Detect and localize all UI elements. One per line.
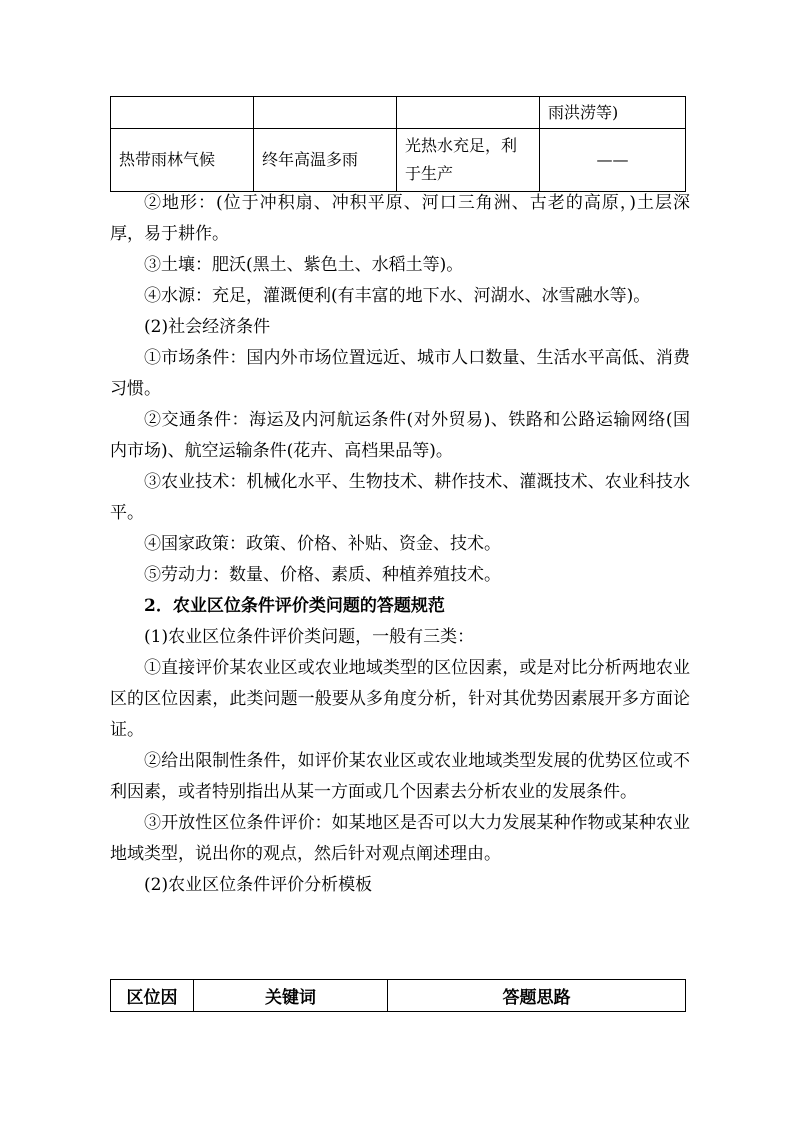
paragraph: ④国家政策：政策、价格、补贴、资金、技术。 bbox=[144, 534, 501, 554]
paragraph: ③开放性区位条件评价：如某地区是否可以大力发展某种作物或某种农业地域类型，说出你的观点，然后针对观点阐述理由。 bbox=[110, 813, 690, 864]
paragraph: ②交通条件：海运及内河航运条件(对外贸易)、铁路和公路运输网络(国内市场)、航空运输条件(花卉、高档果品等)。 bbox=[110, 410, 690, 461]
paragraph: (1)农业区位条件评价类问题，一般有三类： bbox=[144, 627, 475, 647]
header-region-factor: 区位因 bbox=[111, 980, 194, 1012]
region-table bbox=[110, 979, 686, 1012]
paragraph: ⑤劳动力：数量、价格、素质、种植养殖技术。 bbox=[144, 565, 501, 585]
climate-table bbox=[110, 96, 686, 192]
table-row bbox=[111, 129, 686, 192]
table-cell bbox=[254, 97, 397, 129]
climate-disadvantage-cell: —— bbox=[540, 129, 686, 192]
table-header-row bbox=[111, 980, 686, 1012]
climate-feature-cell: 终年高温多雨 bbox=[254, 129, 397, 192]
paragraph: (2)农业区位条件评价分析模板 bbox=[144, 875, 373, 895]
header-keywords: 关键词 bbox=[194, 980, 388, 1012]
header-answer-approach: 答题思路 bbox=[388, 980, 686, 1012]
body-text bbox=[110, 188, 690, 901]
paragraph: ①直接评价某农业区或农业地域类型的区位因素，或是对比分析两地农业区的区位因素，此类问题一般要从多角度分析，针对其优势因素展开多方面论证。 bbox=[110, 658, 690, 740]
table-row bbox=[111, 97, 686, 129]
paragraph: ②给出限制性条件，如评价某农业区或农业地域类型发展的优势区位或不利因素，或者特别指出从某一方面或几个因素去分析农业的发展条件。 bbox=[110, 751, 690, 802]
climate-advantage-cell: 光热水充足，利于生产 bbox=[397, 129, 540, 192]
paragraph: ③农业技术：机械化水平、生物技术、耕作技术、灌溉技术、农业科技水平。 bbox=[110, 472, 690, 523]
paragraph: (2)社会经济条件 bbox=[144, 317, 271, 337]
table-cell bbox=[397, 97, 540, 129]
climate-type-cell: 热带雨林气候 bbox=[111, 129, 254, 192]
table-cell bbox=[111, 97, 254, 129]
table-cell: 雨洪涝等) bbox=[540, 97, 686, 129]
paragraph: ④水源：充足，灌溉便利(有丰富的地下水、河湖水、冰雪融水等)。 bbox=[144, 286, 651, 306]
paragraph: 2．农业区位条件评价类问题的答题规范 bbox=[144, 596, 445, 616]
paragraph: ①市场条件：国内外市场位置远近、城市人口数量、生活水平高低、消费习惯。 bbox=[110, 348, 690, 399]
paragraph: ③土壤：肥沃(黑土、紫色土、水稻土等)。 bbox=[144, 255, 464, 275]
paragraph: ②地形：(位于冲积扇、冲积平原、河口三角洲、古老的高原，)土层深厚，易于耕作。 bbox=[110, 193, 690, 244]
